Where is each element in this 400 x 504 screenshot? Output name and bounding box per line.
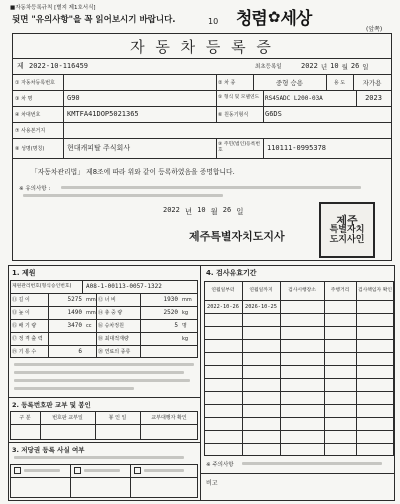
plate-section-title: 2. 등록번호판 교부 및 봉인 [12,401,91,409]
spec-label: ⑲ 기 통 수 [12,349,37,355]
vin-value: KMTFA41DOP5021365 [67,110,139,118]
base-location-label: ⑦ 사용본거지 [15,127,46,134]
inspection-empty-rows [204,314,394,456]
integrity-logo [236,4,311,29]
spec-mgmt-label: 제원관리번호(형식승인번호) [12,283,72,289]
spec-unit: mm [86,309,96,316]
spec-unit: cc [86,322,92,329]
remarks-label: 비고 [206,480,218,487]
owner-id-label: ⑨ 주민(법인)등록번호 [218,142,261,153]
rule-line [63,122,64,138]
vehicle-type-label: ② 차 종 [218,79,236,86]
owner-name-value: 현대캐피탈 주식회사 [67,144,131,152]
blurred-text [23,194,223,197]
mortgage-cell [132,464,198,477]
spec-label: ⑱ 최대적재량 [98,336,129,342]
first-registration-date [299,58,391,74]
spec-mgmt-value: A08-1-00113-0057-1322 [86,283,162,290]
spec-value: 2520 [163,309,178,316]
rule-line [63,74,64,90]
stamp-line: 특별자치 [329,225,365,236]
document-title: 자 동 차 등 록 증 [130,37,274,56]
spec-unit: mm [86,296,96,303]
vehicle-use-label: 용 도 [333,79,346,86]
plate-header: 번호판 교부일 [52,415,83,421]
spec-label: ⑭ 총 중 량 [98,310,123,316]
checkbox-icon [14,467,21,474]
first-reg-day-unit: 일 [362,62,369,71]
vehicle-type-value: 중형 승용 [275,78,304,87]
inspection-to: 2026-10-25 [245,303,277,310]
blurred-text [14,371,184,374]
rule-line [130,464,131,498]
rule-line [70,464,71,498]
blurred-text [144,469,184,472]
blurred-text [24,469,60,472]
model-label: ⑤ 형식 및 모델연도 [218,95,260,100]
rule-line [10,424,198,425]
logo-text-right: 세상 [280,9,312,29]
spec-unit: mm [182,296,192,303]
first-reg-year: 2022 [301,62,318,70]
spec-label: ⑪ 길 이 [12,297,30,303]
spec-unit: kg [182,309,189,316]
engine-label: ⑥ 원동기형식 [218,111,249,118]
owner-id-value: 110111-0995378 [267,144,327,152]
certification-statement: 「자동차관리법」 제8조에 따라 위와 같이 등록하였음을 증명합니다. [31,168,235,176]
rule-line [63,90,64,106]
vehicle-use-value: 자가용 [362,78,382,87]
issue-day-unit: 일 [236,207,244,216]
blurred-text [84,469,120,472]
inspection-header: 검사시행장소 [288,287,316,293]
stamp-line: 제주 [336,213,358,227]
blurred-text [61,186,361,189]
page-side-label: (앞쪽) [366,26,383,33]
model-year-value: 2023 [365,94,382,102]
spec-value: 1930 [163,296,178,303]
issue-month-unit: 월 [210,207,218,216]
spec-value: 5 [174,322,178,329]
first-registration-label: 최초등록일 [255,64,282,70]
inspection-header: 주행거리 [330,287,350,293]
rule-line [8,442,200,443]
spec-label: ⑬ 높 이 [12,310,30,316]
rule-line [82,280,83,293]
rule-line [13,158,391,159]
engine-value: G6DS [265,110,282,118]
form-reference: ■자동차등록규칙 [별지 제1호서식] [10,5,96,11]
caution-note-label: ※ 유의사항 : [19,186,51,192]
model-value: RS45ADC L200-03A [265,94,323,102]
inspection-header: 연월일까지 [249,287,273,293]
notice-text: 뒷면 "유의사항"을 꼭 읽어보시기 바랍니다. [12,15,176,25]
first-reg-year-unit: 년 [320,62,328,71]
rule-line [263,138,264,158]
mortgage-section-title: 3. 저당권 등록 사실 여부 [12,446,85,454]
rule-line [200,473,395,474]
reg-no-label: ① 자동차등록번호 [15,79,55,86]
spec-value: 1490 [67,309,82,316]
spec-value: 5275 [67,296,82,303]
mortgage-cell [72,464,130,477]
caution-label: ※ 주의사항 [206,462,234,468]
mortgage-cell [12,464,70,477]
registration-number: 2022-10-116459 [29,62,89,70]
checkbox-icon [74,467,81,474]
first-reg-month-unit: 월 [341,62,348,71]
inspection-section-title: 4. 검사유효기간 [206,269,257,277]
rule-line [13,122,391,123]
registration-prefix: 제 [17,62,24,70]
official-seal-stamp [319,202,375,258]
spec-label: ⑫ 너 비 [98,297,116,303]
stamp-line: 도지사인 [329,234,365,245]
spec-unit: kg [182,335,189,342]
inspection-header: 검사책임자 확인 [358,287,392,293]
blurred-text [14,387,134,390]
plate-header: 봉 인 일 [108,415,127,421]
vehicle-name-value: G90 [67,94,80,102]
spec-label: ⑯ 승차정원 [98,323,124,329]
issue-month: 10 [197,206,206,214]
plate-header: 구 분 [19,415,31,421]
issue-year-unit: 년 [184,207,193,216]
spec-label: ⑰ 정 격 출 력 [12,336,43,342]
rule-line [63,106,64,122]
blurred-text [14,379,190,382]
specs-section-title: 1. 제원 [12,269,36,277]
blurred-text [14,456,184,459]
first-reg-month: 10 [330,62,339,70]
blurred-text [242,462,382,465]
inspection-header: 연월일부터 [211,287,235,293]
vin-label: ④ 차대번호 [15,111,41,118]
issuer-name: 제주특별자치도지사 [189,230,285,243]
page-number: 10 [208,17,219,26]
issue-day: 26 [222,206,232,214]
spec-label: ⑮ 배 기 량 [12,323,37,329]
spec-value: 3470 [67,322,82,329]
blurred-text [14,363,194,366]
spec-label: ⑳ 연료의 종류 [98,349,131,355]
spec-unit: 명 [182,323,187,329]
issue-year: 2022 [163,206,180,214]
rule-line [63,138,64,158]
issue-date [163,206,243,217]
vehicle-name-label: ③ 차 명 [15,95,33,102]
owner-name-label: ⑧ 성명(명칭) [15,145,45,152]
spec-value: 6 [78,348,82,355]
inspection-from: 2022-10-26 [207,303,239,310]
logo-text-left: 청렴 [236,9,267,29]
plate-header: 교부대행자 확인 [151,415,187,421]
first-reg-day: 26 [350,62,360,70]
rule-line [10,477,198,478]
flower-icon: ✿ [267,7,280,26]
checkbox-icon [134,467,141,474]
certificate-main-frame [12,33,392,261]
rule-line [8,397,200,398]
rule-line [200,265,201,501]
